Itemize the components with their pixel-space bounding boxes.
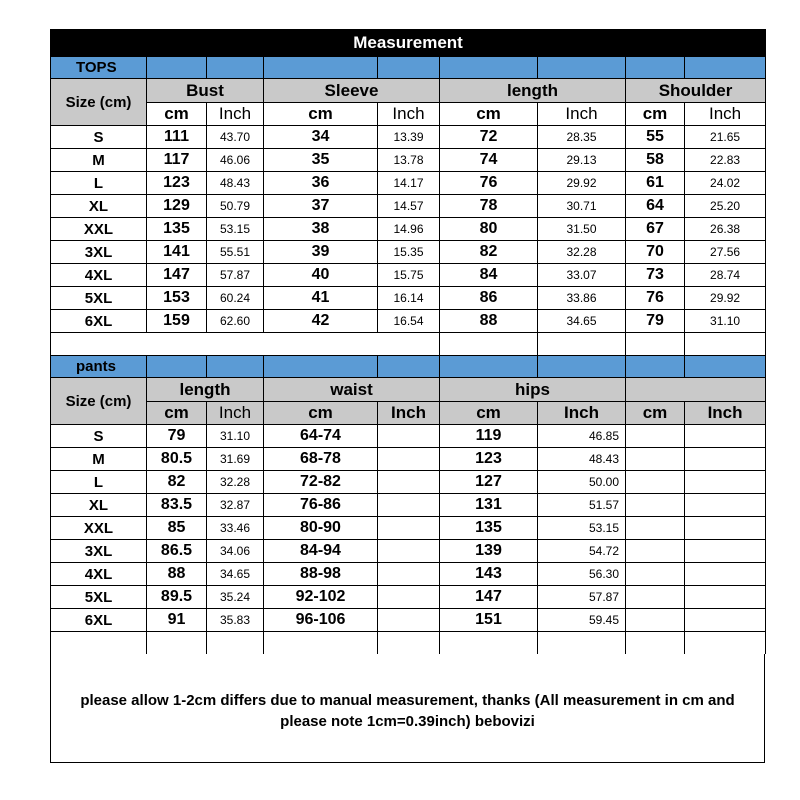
pants-hips-header: hips [440,378,626,402]
table-cell: 34.65 [538,310,626,333]
table-cell: 50.79 [207,195,264,218]
table-cell: 35 [264,149,378,172]
unit-inch: Inch [378,402,440,425]
table-cell: 84 [440,264,538,287]
pants-section-label: pants [51,356,147,378]
table-cell: 43.70 [207,126,264,149]
table-cell [626,609,685,632]
table-cell: 57.87 [538,586,626,609]
table-cell: S [51,126,147,149]
table-cell: 31.50 [538,218,626,241]
table-cell: 60.24 [207,287,264,310]
table-cell: 34.65 [207,563,264,586]
table-cell: 15.35 [378,241,440,264]
table-cell: 13.39 [378,126,440,149]
table-cell: 91 [147,609,207,632]
tops-row [51,149,766,172]
unit-cm: cm [626,402,685,425]
tops-unit-header [51,103,766,126]
pants-size-label: Size (cm) [51,378,147,425]
tops-size-label: Size (cm) [51,79,147,126]
pants-row [51,425,766,448]
table-cell: 70 [626,241,685,264]
table-cell: 89.5 [147,586,207,609]
tops-row [51,126,766,149]
table-cell: 79 [147,425,207,448]
table-cell: L [51,172,147,195]
table-cell: 76 [440,172,538,195]
unit-cm: cm [440,103,538,126]
pants-section-bar [51,356,766,378]
tops-section-label: TOPS [51,57,147,79]
table-cell: 80.5 [147,448,207,471]
table-cell: 84-94 [264,540,378,563]
table-cell: 83.5 [147,494,207,517]
table-cell: 76-86 [264,494,378,517]
table-cell: 39 [264,241,378,264]
table-cell: 56.30 [538,563,626,586]
table-cell [685,517,766,540]
table-cell: 68-78 [264,448,378,471]
table-cell: 123 [147,172,207,195]
measurement-table [50,29,766,654]
table-cell: 73 [626,264,685,287]
tops-row [51,264,766,287]
table-cell [378,540,440,563]
table-cell: 31.10 [685,310,766,333]
table-cell [378,517,440,540]
table-cell: 82 [440,241,538,264]
table-cell: 72-82 [264,471,378,494]
tops-row [51,287,766,310]
table-cell: XL [51,195,147,218]
table-cell: M [51,149,147,172]
table-cell: 88 [147,563,207,586]
table-cell [626,471,685,494]
tops-sleeve-header: Sleeve [264,79,440,103]
table-cell: 3XL [51,241,147,264]
table-cell [685,586,766,609]
table-cell: 29.92 [685,287,766,310]
table-cell: 61 [626,172,685,195]
pants-waist-header: waist [264,378,440,402]
table-cell: 5XL [51,586,147,609]
table-cell: L [51,471,147,494]
table-cell: 119 [440,425,538,448]
table-cell: XXL [51,218,147,241]
table-cell: 31.10 [207,425,264,448]
table-cell: 4XL [51,563,147,586]
table-cell: 34 [264,126,378,149]
table-cell: 31.69 [207,448,264,471]
tops-row [51,218,766,241]
table-cell: 53.15 [538,517,626,540]
table-cell: 6XL [51,609,147,632]
table-cell: 36 [264,172,378,195]
table-cell: S [51,425,147,448]
tops-group-header [51,79,766,103]
table-cell: 82 [147,471,207,494]
unit-cm: cm [626,103,685,126]
pants-row [51,517,766,540]
table-cell [685,425,766,448]
table-cell: 79 [626,310,685,333]
table-cell: 32.28 [538,241,626,264]
table-cell: 14.96 [378,218,440,241]
pants-empty-header [626,378,766,402]
table-cell: 88-98 [264,563,378,586]
table-cell: 53.15 [207,218,264,241]
table-cell: 141 [147,241,207,264]
table-cell: 131 [440,494,538,517]
table-cell: 88 [440,310,538,333]
unit-cm: cm [264,103,378,126]
table-cell: 139 [440,540,538,563]
unit-cm: cm [147,103,207,126]
unit-cm: cm [440,402,538,425]
table-cell: 86.5 [147,540,207,563]
unit-inch: Inch [207,402,264,425]
table-cell: 29.13 [538,149,626,172]
table-cell: 78 [440,195,538,218]
table-cell: 59.45 [538,609,626,632]
table-cell [685,471,766,494]
pants-unit-header [51,402,766,425]
table-cell: 147 [147,264,207,287]
table-cell [685,563,766,586]
table-cell: 123 [440,448,538,471]
table-cell: 129 [147,195,207,218]
tops-row [51,241,766,264]
table-cell: 58 [626,149,685,172]
table-cell [378,448,440,471]
table-cell: XXL [51,517,147,540]
table-cell: 55 [626,126,685,149]
table-cell: 3XL [51,540,147,563]
table-cell: 6XL [51,310,147,333]
table-cell: 64-74 [264,425,378,448]
table-cell: 40 [264,264,378,287]
unit-inch: Inch [685,402,766,425]
table-cell: 4XL [51,264,147,287]
table-cell: 41 [264,287,378,310]
table-cell: 27.56 [685,241,766,264]
table-cell: 33.86 [538,287,626,310]
table-cell [626,494,685,517]
table-cell: 54.72 [538,540,626,563]
table-cell [685,494,766,517]
table-cell: 72 [440,126,538,149]
unit-inch: Inch [378,103,440,126]
tops-section-bar [51,57,766,79]
table-cell: 151 [440,609,538,632]
table-cell: 16.54 [378,310,440,333]
table-cell: 80 [440,218,538,241]
table-cell: 13.78 [378,149,440,172]
table-cell [378,425,440,448]
table-cell: 37 [264,195,378,218]
spacer-row [51,333,766,356]
table-cell: 26.38 [685,218,766,241]
chart-title: Measurement [51,30,766,57]
table-cell [685,609,766,632]
table-cell: 30.71 [538,195,626,218]
pants-row [51,448,766,471]
size-chart [50,29,765,763]
table-cell: 28.74 [685,264,766,287]
pants-row [51,540,766,563]
table-cell: 21.65 [685,126,766,149]
table-cell: 117 [147,149,207,172]
table-cell: 15.75 [378,264,440,287]
table-cell: 51.57 [538,494,626,517]
table-cell [626,517,685,540]
table-cell: 28.35 [538,126,626,149]
table-cell: 143 [440,563,538,586]
table-cell: 153 [147,287,207,310]
table-cell [626,540,685,563]
table-cell [378,563,440,586]
table-cell: 35.24 [207,586,264,609]
table-cell: 46.06 [207,149,264,172]
table-cell: 5XL [51,287,147,310]
tops-row [51,195,766,218]
tops-row [51,172,766,195]
table-cell: M [51,448,147,471]
table-cell: 74 [440,149,538,172]
pants-row [51,586,766,609]
pants-row [51,494,766,517]
table-cell [626,448,685,471]
table-cell: 34.06 [207,540,264,563]
unit-inch: Inch [685,103,766,126]
note-text: please allow 1-2cm differs due to manual measurement, thanks (All measurement in cm and please note 1cm=0.39inch) bebovizi [80,692,735,730]
tops-length-header: length [440,79,626,103]
table-cell: 50.00 [538,471,626,494]
table-cell: 76 [626,287,685,310]
table-cell: 14.57 [378,195,440,218]
table-cell: 67 [626,218,685,241]
table-cell: 32.87 [207,494,264,517]
table-cell: 64 [626,195,685,218]
table-cell: 46.85 [538,425,626,448]
table-cell [685,540,766,563]
tops-shoulder-header: Shoulder [626,79,766,103]
table-cell [378,609,440,632]
pants-row [51,471,766,494]
table-cell: 62.60 [207,310,264,333]
spacer-row [51,632,766,655]
table-cell: 14.17 [378,172,440,195]
pants-row [51,609,766,632]
table-cell [626,563,685,586]
unit-inch: Inch [207,103,264,126]
unit-inch: Inch [538,402,626,425]
pants-group-header [51,378,766,402]
table-cell: 38 [264,218,378,241]
measurement-note [50,654,765,763]
table-cell: 92-102 [264,586,378,609]
table-cell: 16.14 [378,287,440,310]
table-cell: 80-90 [264,517,378,540]
table-cell: 135 [147,218,207,241]
tops-row [51,310,766,333]
unit-cm: cm [147,402,207,425]
table-cell: 96-106 [264,609,378,632]
pants-row [51,563,766,586]
table-cell [685,448,766,471]
table-cell: 42 [264,310,378,333]
unit-inch: Inch [538,103,626,126]
table-cell: 48.43 [207,172,264,195]
table-cell [378,586,440,609]
table-cell: 22.83 [685,149,766,172]
table-cell: 159 [147,310,207,333]
table-cell: 35.83 [207,609,264,632]
table-cell: XL [51,494,147,517]
table-cell: 32.28 [207,471,264,494]
table-cell: 57.87 [207,264,264,287]
table-cell: 33.46 [207,517,264,540]
table-cell: 85 [147,517,207,540]
table-cell: 86 [440,287,538,310]
table-cell: 135 [440,517,538,540]
table-cell [378,494,440,517]
table-cell [626,586,685,609]
table-cell: 111 [147,126,207,149]
table-cell: 24.02 [685,172,766,195]
table-cell [626,425,685,448]
table-cell [378,471,440,494]
table-cell: 127 [440,471,538,494]
table-cell: 55.51 [207,241,264,264]
unit-cm: cm [264,402,378,425]
table-cell: 147 [440,586,538,609]
table-cell: 48.43 [538,448,626,471]
pants-length-header: length [147,378,264,402]
table-cell: 29.92 [538,172,626,195]
tops-bust-header: Bust [147,79,264,103]
table-cell: 33.07 [538,264,626,287]
table-cell: 25.20 [685,195,766,218]
